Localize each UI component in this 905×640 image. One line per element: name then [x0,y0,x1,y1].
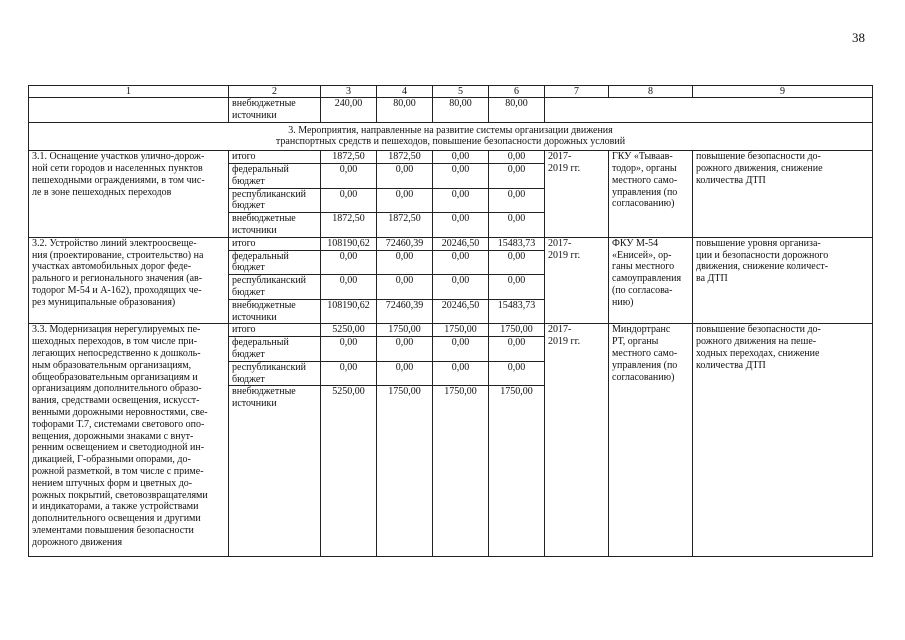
value-cell: 1872,50 [377,151,433,164]
measure-name: 3.1. Оснащение участков улично-дорож- ной сети городов и населенных пунктов пешеходными ограждениями, в том чис- ле в зоне пешеходных переходов [29,151,229,238]
period-cell: 2017- 2019 гг. [545,151,609,238]
program-table [28,85,873,557]
header-cell: 6 [489,86,545,98]
value-cell: 240,00 [321,98,377,123]
period-cell: 2017- 2019 гг. [545,324,609,557]
header-row [29,86,873,98]
table-row [29,151,873,164]
value-cell: 0,00 [489,275,545,300]
value-cell: 0,00 [377,337,433,362]
value-cell: 1750,00 [489,386,545,557]
value-cell: 80,00 [433,98,489,123]
value-cell: 1750,00 [433,324,489,337]
result-cell: повышение уровня организа- ции и безопасности дорожного движения, снижение количест- ва ДТП [693,237,873,324]
value-cell: 0,00 [377,361,433,386]
table-row [29,324,873,337]
value-cell: 20246,50 [433,299,489,324]
funding-source: итого [229,237,321,250]
executor-cell: Миндортранс РТ, органы местного само- управления (по согласованию) [609,324,693,557]
value-cell: 1750,00 [377,324,433,337]
value-cell: 72460,39 [377,237,433,250]
value-cell: 0,00 [489,188,545,213]
page-number: 38 [852,30,865,45]
value-cell: 0,00 [377,163,433,188]
executor-cell: ФКУ М-54 «Енисей», ор- ганы местного самоуправления (по согласова- нию) [609,237,693,324]
value-cell: 80,00 [377,98,433,123]
value-cell: 15483,73 [489,237,545,250]
value-cell: 72460,39 [377,299,433,324]
value-cell: 0,00 [489,361,545,386]
value-cell: 5250,00 [321,324,377,337]
period-cell: 2017- 2019 гг. [545,237,609,324]
value-cell: 0,00 [489,337,545,362]
value-cell: 1872,50 [321,151,377,164]
value-cell: 0,00 [433,337,489,362]
value-cell: 0,00 [489,250,545,275]
funding-source: республиканский бюджет [229,275,321,300]
value-cell: 20246,50 [433,237,489,250]
funding-source: федеральный бюджет [229,337,321,362]
value-cell: 0,00 [321,163,377,188]
funding-source: республиканский бюджет [229,361,321,386]
value-cell: 1872,50 [377,213,433,238]
value-cell: 0,00 [489,151,545,164]
funding-source: итого [229,151,321,164]
value-cell: 0,00 [377,250,433,275]
header-cell: 2 [229,86,321,98]
funding-source: внебюджетные источники [229,98,321,123]
table-row [29,237,873,250]
empty-cell [545,98,873,123]
header-cell: 8 [609,86,693,98]
funding-source: федеральный бюджет [229,250,321,275]
value-cell: 1872,50 [321,213,377,238]
value-cell: 108190,62 [321,299,377,324]
value-cell: 0,00 [377,188,433,213]
funding-source: внебюджетные источники [229,386,321,557]
value-cell: 0,00 [489,213,545,238]
value-cell: 0,00 [321,250,377,275]
funding-source: республиканский бюджет [229,188,321,213]
value-cell: 0,00 [377,275,433,300]
value-cell: 0,00 [321,337,377,362]
header-cell: 3 [321,86,377,98]
value-cell: 108190,62 [321,237,377,250]
empty-cell [29,98,229,123]
section-row [29,122,873,151]
measure-name: 3.3. Модернизация нерегулируемых пе- шеходных переходов, в том числе при- легающих непосредственно к дошколь- ным образовательным организациям, общеобразовательным организациям и организациям дополнительного образо- вания, средствами освещения, искусст- венными дорожными неровностями, све- тофорами Т.7, системами светового опо- вещения, дорожными знаками с внут- ренним освещением и светодиодной ин- дикацией, Г-образными опорами, до- рожной разметкой, в том числе с приме- нением штучных форм и цветных до- рожных покрытий, световозвращателями и индикаторами, а также устройствами дополнительного освещения и другими элементами повышения безопасности дорожного движения [29,324,229,557]
value-cell: 1750,00 [489,324,545,337]
header-cell: 7 [545,86,609,98]
header-cell: 4 [377,86,433,98]
result-cell: повышение безопасности до- рожного движения, снижение количества ДТП [693,151,873,238]
value-cell: 0,00 [433,213,489,238]
funding-source: итого [229,324,321,337]
section-title: 3. Мероприятия, направленные на развитие системы организации движения транспортных средств и пешеходов, повышение безопасности дорожных условий [29,122,873,151]
funding-source: федеральный бюджет [229,163,321,188]
measure-name: 3.2. Устройство линий электроосвеще- ния (проектирование, строительство) на участках автомобильных дорог феде- рального и регионального значения (ав- тодорог М-54 и А-162), проходящих че- рез муниципальные образования) [29,237,229,324]
funding-source: внебюджетные источники [229,299,321,324]
value-cell: 0,00 [433,250,489,275]
value-cell: 0,00 [433,275,489,300]
header-cell: 9 [693,86,873,98]
value-cell: 0,00 [321,275,377,300]
header-cell: 1 [29,86,229,98]
funding-source: внебюджетные источники [229,213,321,238]
value-cell: 1750,00 [433,386,489,557]
value-cell: 0,00 [433,163,489,188]
header-cell: 5 [433,86,489,98]
value-cell: 0,00 [433,188,489,213]
value-cell: 0,00 [433,361,489,386]
value-cell: 1750,00 [377,386,433,557]
value-cell: 0,00 [321,188,377,213]
value-cell: 0,00 [433,151,489,164]
value-cell: 80,00 [489,98,545,123]
value-cell: 0,00 [321,361,377,386]
result-cell: повышение безопасности до- рожного движения на пеше- ходных переходах, снижение количества ДТП [693,324,873,557]
value-cell: 15483,73 [489,299,545,324]
table-row [29,98,873,123]
executor-cell: ГКУ «Тываав- тодор», органы местного само- управления (по согласованию) [609,151,693,238]
value-cell: 5250,00 [321,386,377,557]
value-cell: 0,00 [489,163,545,188]
